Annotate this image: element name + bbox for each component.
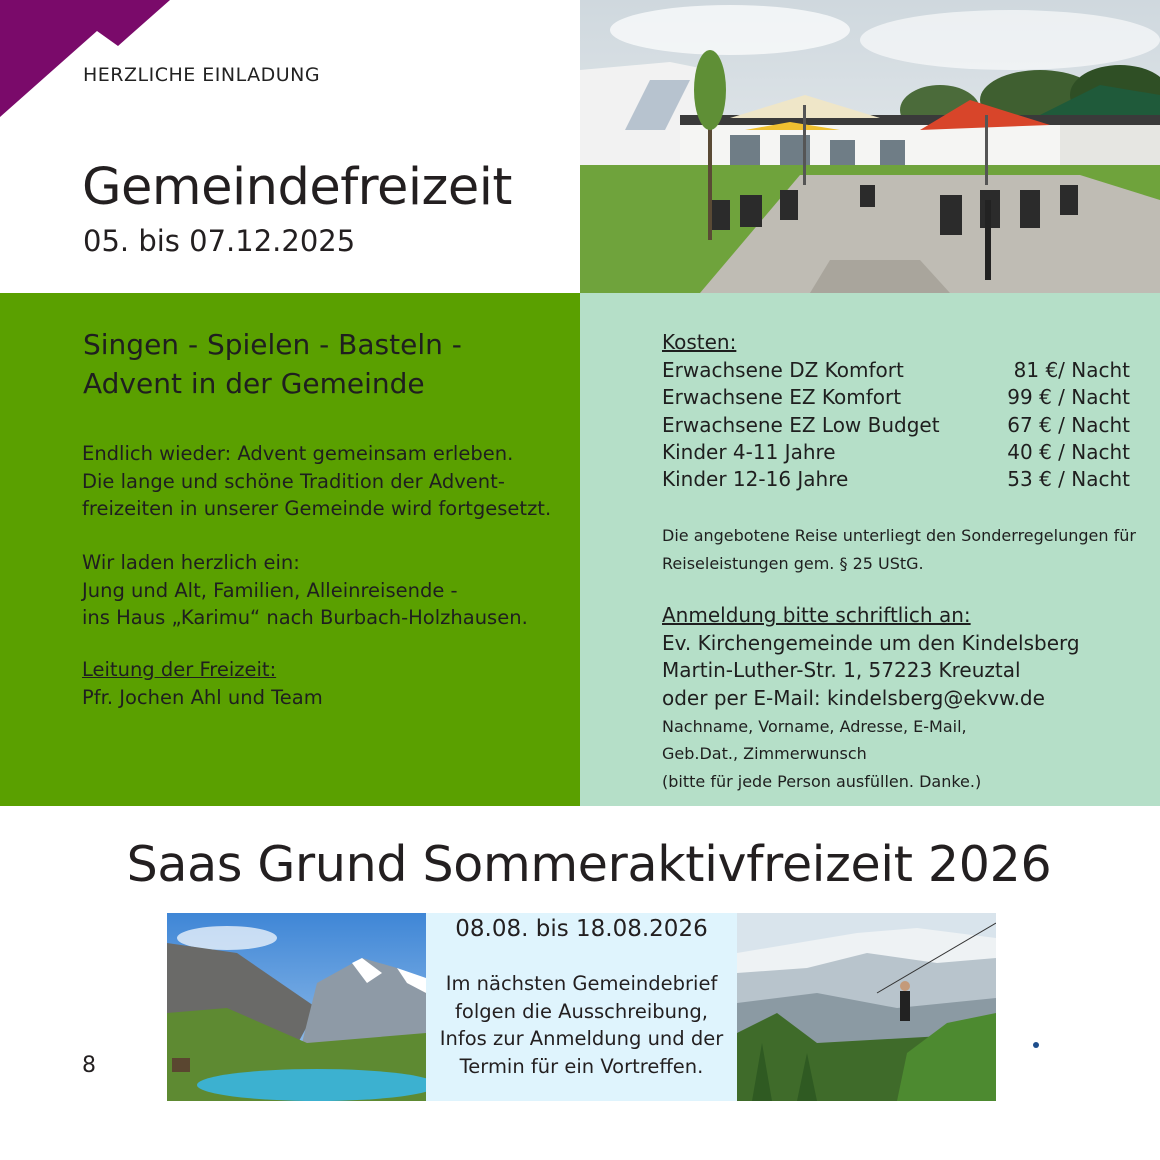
fields-line: (bitte für jede Person ausfüllen. Danke.) [662,771,982,791]
summer-info-box [426,913,737,1101]
summer-text [426,970,737,1080]
address-line: Martin-Luther-Str. 1, 57223 Kreuztal [662,658,1021,683]
cost-row [662,384,1130,411]
summer-text-line: Infos zur Anmeldung und der [439,1027,724,1050]
program-slogan-line-1: Singen - Spielen - Basteln - [83,328,462,361]
cost-name: Kinder 12-16 Jahre [662,467,849,492]
cost-row [662,466,1130,493]
tax-note: Die angebotene Reise unterliegt den Sonderregelungen für Reiseleistungen gem. § 25 UStG. [662,526,1136,573]
summer-date: 08.08. bis 18.08.2026 [455,916,708,942]
signup-heading: Anmeldung bitte schriftlich an: [662,603,971,627]
decorative-dot [1033,1042,1039,1048]
zipline-photo [737,913,996,1101]
cost-price: 81 €/ Nacht [1013,358,1130,382]
mountain-lake-photo [167,913,426,1101]
event-date: 05. bis 07.12.2025 [83,224,356,258]
signup-address [662,630,1080,712]
invite-paragraph [82,549,528,632]
fields-line: Nachname, Vorname, Adresse, E-Mail, [662,717,967,736]
program-slogan-line-2: Advent in der Gemeinde [83,367,425,400]
cost-name: Kinder 4-11 Jahre [662,439,836,464]
signup-fields-note [662,713,981,795]
summer-title: Saas Grund Sommeraktivfreizeit 2026 [126,836,1052,893]
hotel-photo [580,0,1160,293]
summer-text-line: Im nächsten Gemeindebrief [445,972,718,995]
leader-label: Leitung der Freizeit: [82,658,277,681]
intro-paragraph [82,440,551,523]
cost-price: 99 € / Nacht [1007,385,1130,410]
summer-text-line: Termin für ein Vortreffen. [459,1054,704,1078]
cost-row [662,439,1130,466]
intro-line: Die lange und schöne Tradition der Advent- [82,469,505,493]
intro-line: Endlich wieder: Advent gemeinsam erleben. [82,442,514,465]
invite-line: Jung und Alt, Familien, Alleinreisende - [82,578,458,602]
cost-name: Erwachsene EZ Komfort [662,385,902,410]
cost-price: 40 € / Nacht [1007,439,1130,464]
costs-table [662,357,1130,493]
summer-text-line: folgen die Ausschreibung, [455,999,708,1023]
cost-price: 53 € / Nacht [1007,467,1130,492]
address-email-line: oder per E-Mail: kindelsberg@ekvw.de [662,685,1045,710]
fields-line: Geb.Dat., Zimmerwunsch [662,744,867,764]
leader-value: Pfr. Jochen Ahl und Team [82,686,323,709]
address-line: Ev. Kirchengemeinde um den Kindelsberg [662,631,1080,655]
costs-heading: Kosten: [662,330,737,354]
cost-row [662,357,1130,384]
cost-row [662,412,1130,439]
kicker-text: HERZLICHE EINLADUNG [83,64,321,86]
cost-name: Erwachsene EZ Low Budget [662,412,940,437]
page-title: Gemeindefreizeit [82,158,512,217]
invite-line: ins Haus „Karimu“ nach Burbach-Holzhausen. [82,606,528,629]
page-number: 8 [82,1053,96,1078]
corner-decoration [0,0,175,120]
invite-line: Wir laden herzlich ein: [82,551,300,574]
cost-name: Erwachsene DZ Komfort [662,358,904,382]
cost-price: 67 € / Nacht [1007,412,1130,437]
intro-line: freizeiten in unserer Gemeinde wird fortgesetzt. [82,497,552,520]
